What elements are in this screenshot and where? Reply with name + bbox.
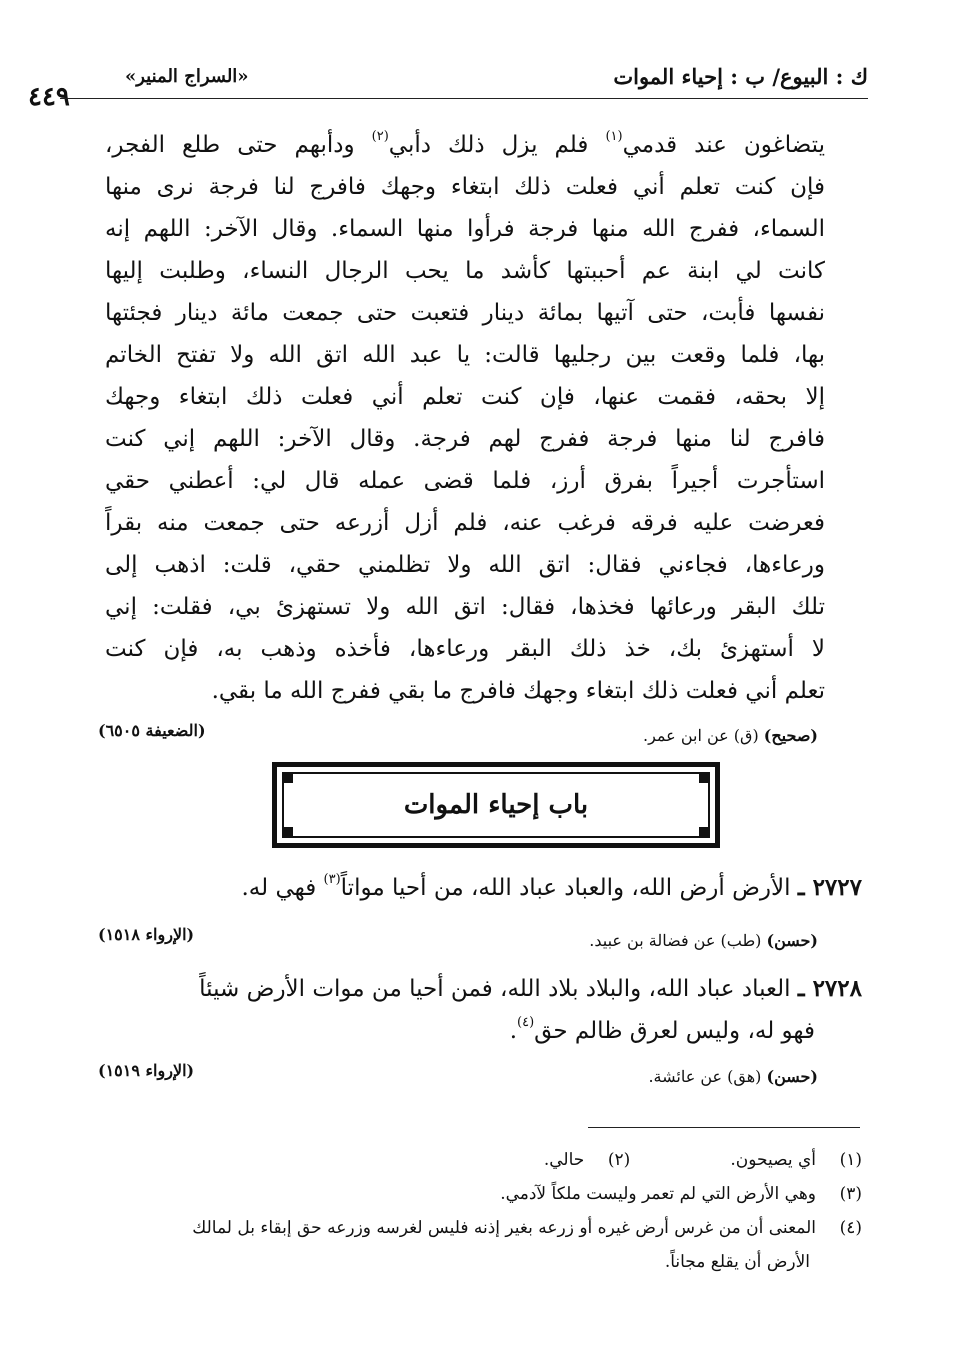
text-line: فعرضت عليه فرقه فرغب عنه، فلم أزل أزرعه حتى جمعت منه بقراً — [105, 510, 825, 536]
footnote-text: أي يصيحون. — [730, 1150, 816, 1170]
footnote-rule — [588, 1127, 860, 1128]
text-line: لا أستهزئ بك، خذ ذلك البقر ورعاءها، فأخذه وذهب به، فإن كنت — [105, 636, 825, 662]
hadith-2728: ٢٧٢٨ ـ العباد عباد الله، والبلاد بلاد الله، فمن أحيا من موات الأرض شيئاً — [199, 975, 862, 1002]
footnote-row — [500, 1180, 862, 1208]
footnote-number: (٣) — [839, 1184, 862, 1204]
header-rule — [60, 98, 868, 99]
reference-citation: (الإرواء ١٥١٩) — [98, 1061, 195, 1080]
footnote-row — [544, 1146, 862, 1174]
hadith-2727: ٢٧٢٧ ـ الأرض أرض الله، والعباد عباد الله، من أحيا مواتاً$^{(٣)}$ فهي له. — [241, 872, 862, 901]
grade-label: (حسن) — [766, 1067, 818, 1086]
text-line: السماء، ففرج الله منها فرجة فرأوا منها السماء. وقال الآخر: اللهم إنه — [105, 216, 825, 242]
hadith-number: ٢٧٢٨ ـ — [797, 975, 862, 1002]
footnote-marker: (٣) — [323, 872, 341, 888]
running-header-chapter: ك : البيوع/ ب : إحياء الموات — [613, 64, 868, 89]
footnote-text: وهي الأرض التي لم تعمر وليست ملكاً لآدمي. — [500, 1184, 816, 1204]
reference-citation: (الإرواء ١٥١٨) — [98, 925, 195, 944]
footnote-number: (٢) — [607, 1150, 631, 1170]
running-header-book-title: «السراج المنير» — [125, 66, 249, 87]
text-line: تعلم أني فعلت ذلك ابتغاء وجهك فافرج ما بقي ففرج الله ما بقي. — [211, 678, 825, 704]
footnote-row — [192, 1214, 862, 1242]
text-line: فافرج لنا منها فرجة ففرج لهم فرجة. وقال الآخر: اللهم إني كنت — [105, 426, 825, 452]
footnote-number: (١) — [839, 1150, 862, 1170]
footnote-number: (٤) — [839, 1218, 862, 1238]
reference-citation: (الضعيفة ٦٥٠٥) — [98, 721, 206, 740]
page-number: ٤٤٩ — [28, 82, 70, 112]
text-line: يتضاغون عند قدمي$^{(١)}$ فلم يزل ذلك دأبي$^{(٢)}$ ودأبهم حتى طلع الفجر، — [105, 129, 825, 158]
chapter-title-frame — [272, 762, 720, 848]
hadith-2728-continuation: فهو له، وليس لعرق ظالم حق$^{(٤)}$. — [509, 1015, 815, 1044]
text-line: إلا بحقه، فقمت عنها، فإن كنت تعلم أني فعلت ذلك ابتغاء وجهك — [105, 384, 825, 410]
hadith-source: (صحيح) (ق) عن ابن عمر. — [643, 726, 818, 745]
text-line: فإن كنت تعلم أني فعلت ذلك ابتغاء وجهك فافرج لنا فرجة نرى منها — [105, 174, 825, 200]
hadith-number: ٢٧٢٧ ـ — [797, 874, 862, 901]
hadith-source: (حسن) (طب) عن فضالة بن عبيد. — [589, 931, 818, 950]
text-line: بها، فلما وقعت بين رجليها قالت: يا عبد الله اتق الله ولا تفتح الخاتم — [105, 342, 825, 368]
grade-label: (حسن) — [766, 931, 818, 950]
footnote-marker: (٤) — [517, 1015, 535, 1031]
footnote-text: حالي. — [543, 1150, 585, 1170]
hadith-source: (حسن) (هق) عن عائشة. — [648, 1067, 818, 1086]
text-line: تلك البقر ورعائها فخذها، فقال: اتق الله ولا تستهزئ بي، فقلت: إني — [105, 594, 825, 620]
text-line: نفسها فأبت، حتى آتيها بمائة دينار فتعبت حتى جمعت مائة دينار فجئتها — [105, 300, 825, 326]
text-line: استأجرت أجيراً بفرق أرز، فلما قضى عمله قال لي: أعطني حقي — [105, 468, 825, 494]
grade-label: (صحيح) — [763, 726, 818, 745]
text-line: ورعاءها، فجاءني فقال: اتق الله ولا تظلمني حقي، قلت: اذهب إلى — [105, 552, 825, 578]
chapter-title: باب إحياء الموات — [403, 790, 589, 820]
footnote-text: المعنى أن من غرس أرض غيره أو زرعه بغير إذنه فليس لغرسه وزرعه حق إبقاء بل لمالك — [192, 1218, 816, 1238]
footnote-marker: (١) — [605, 129, 623, 145]
footnote-marker: (٢) — [371, 129, 389, 145]
hadith-continuation-text — [105, 124, 825, 712]
text-line: كانت لي ابنة عم أحببتها كأشد ما يحب الرجال النساء، وطلبت إليها — [105, 258, 825, 284]
footnote-continuation: الأرض أن يقلع مجاناً. — [664, 1252, 810, 1272]
